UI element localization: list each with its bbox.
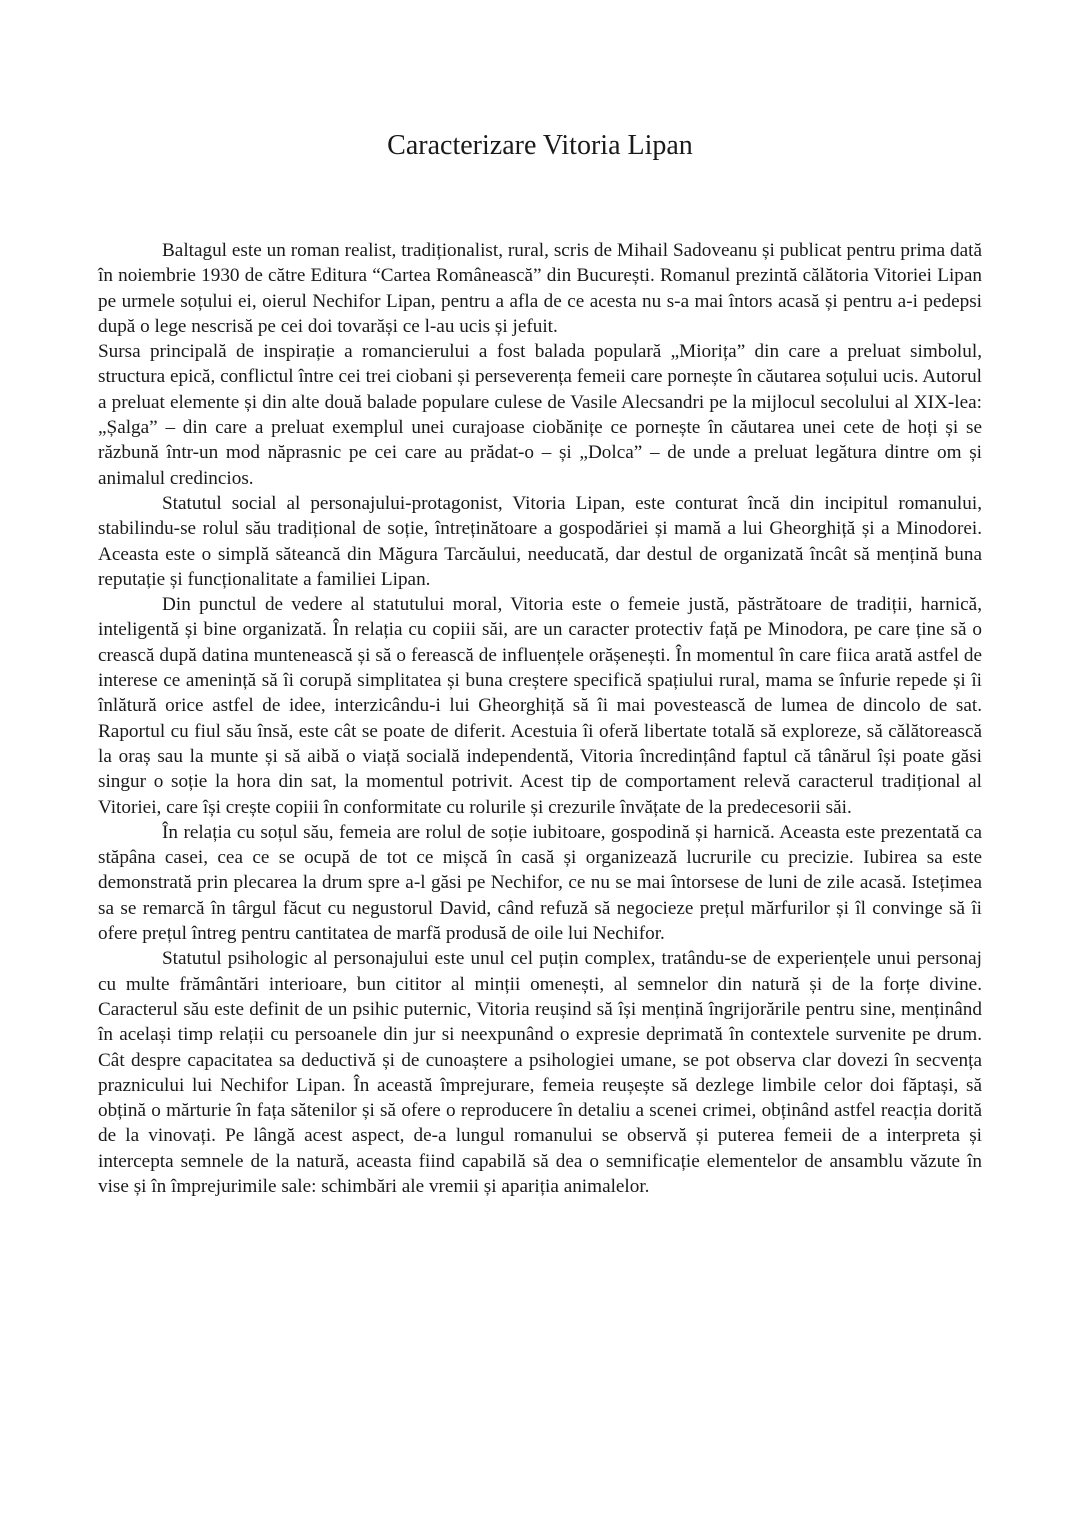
paragraph: Din punctul de vedere al statutului moral, Vitoria este o femeie justă, păstrătoare de tradiții, harnică, inteligentă și bine organizată. În relația cu copiii săi, are un caracter protectiv față pe Minodora, pe care ține să o crească după datina muntenească și să o ferească de influențele orășenești. În momentul în care fiica arată astfel de interese ce amenință să îi corupă simplitatea și buna creștere specifică spațiului rural, mama se înfurie repede și îi înlătură orice astfel de idee, interzicându-i lui Gheorghiță să îi mai povestească de lumea de dincolo de sat. Raportul cu fiul său însă, este cât se poate de diferit. Acestuia îi oferă libertate totală să exploreze, să călătorească la oraș sau la munte și să aibă o viață socială independentă, Vitoria încredințând faptul că tânărul își poate găsi singur o soție la hora din sat, la momentul potrivit. Acest tip de comportament relevă caracterul tradițional al Vitoriei, care își crește copiii în conformitate cu rolurile și crezurile învățate de la predecesorii săi. xyxy=(98,594,982,818)
paragraph: În relația cu soțul său, femeia are rolul de soție iubitoare, gospodină și harnică. Aceasta este prezentată ca stăpâna casei, cea ce se ocupă de tot ce mișcă în casă și organizează lucrurile cu precizie. Iubirea sa este demonstrată prin plecarea la drum spre a-l găsi pe Nechifor, ce nu se mai întorsese de luni de zile acasă. Istețimea sa se remarcă în târgul făcut cu negustorul David, când refuză să negocieze prețul mărfurilor și îl convinge să îi ofere prețul întreg pentru cantitatea de marfă produsă de oile lui Nechifor. xyxy=(98,821,982,945)
paragraph: Baltagul este un roman realist, tradiționalist, rural, scris de Mihail Sadoveanu și publicat pentru prima dată în noiembrie 1930 de către Editura “Cartea Românească” din București. Romanul prezintă călătoria Vitoriei Lipan pe urmele soțului ei, oierul Nechifor Lipan, pentru a afla de ce acesta nu s-a mai întors acasă și pentru a-i pedepsi după o lege nescrisă pe cei doi tovarăși ce l-au ucis și jefuit. xyxy=(98,240,982,337)
document-body xyxy=(98,238,982,1199)
paragraph: Statutul psihologic al personajului este unul cel puțin complex, tratându-se de experiențele unui personaj cu multe frământări interioare, bun cititor al minții omenești, al semnelor din natură și de la forțe divine. Caracterul său este definit de un psihic puternic, Vitoria reușind să își mențină îngrijorările pentru sine, menținând în același timp relații cu persoanele din jur si neexpunând o expresie deprimată în contextele survenite pe drum. Cât despre capacitatea sa deductivă și de cunoaștere a psihologiei umane, se pot observa clar dovezi în secvența praznicului lui Nechifor Lipan. În această împrejurare, femeia reușește să dezlege limbile celor doi făptași, să obțină o mărturie în fața sătenilor și să ofere o reproducere în detaliu a scenei crimei, obținând astfel reacția dorită de la vinovați. Pe lângă acest aspect, de-a lungul romanului se observă și puterea femeii de a interpreta și intercepta semnele de la natură, aceasta fiind capabilă să dea o semnificație elementelor de ansamblu văzute în vise și în împrejurimile sale: schimbări ale vremii și apariția animalelor. xyxy=(98,948,982,1197)
paragraph: Statutul social al personajului-protagonist, Vitoria Lipan, este conturat încă din incipitul romanului, stabilindu-se rolul său tradițional de soție, întreținătoare a gospodăriei și mamă a lui Gheorghiță și a Minodorei. Aceasta este o simplă săteancă din Măgura Tarcăului, needucată, dar destul de organizată încât să mențină buna reputație și funcționalitate a familiei Lipan. xyxy=(98,492,982,590)
paragraph: Sursa principală de inspirație a romancierului a fost balada populară „Miorița” din care a preluat simbolul, structura epică, conflictul între cei trei ciobani și perseverența femeii care pornește în căutarea soțului ucis. Autorul a preluat elemente și din alte două balade populare culese de Vasile Alecsandri pe la mijlocul secolului al XIX-lea: „Șalga” – din care a preluat exemplul unei curajoase ciobănițe ce pornește în căutarea unei cete de hoți și se răzbună într-un mod năprasnic pe cei care au prădat-o – și „Dolca” – de unde a preluat legătura dintre om și animalul credincios. xyxy=(98,341,982,489)
document-title: Caracterizare Vitoria Lipan xyxy=(387,130,693,161)
